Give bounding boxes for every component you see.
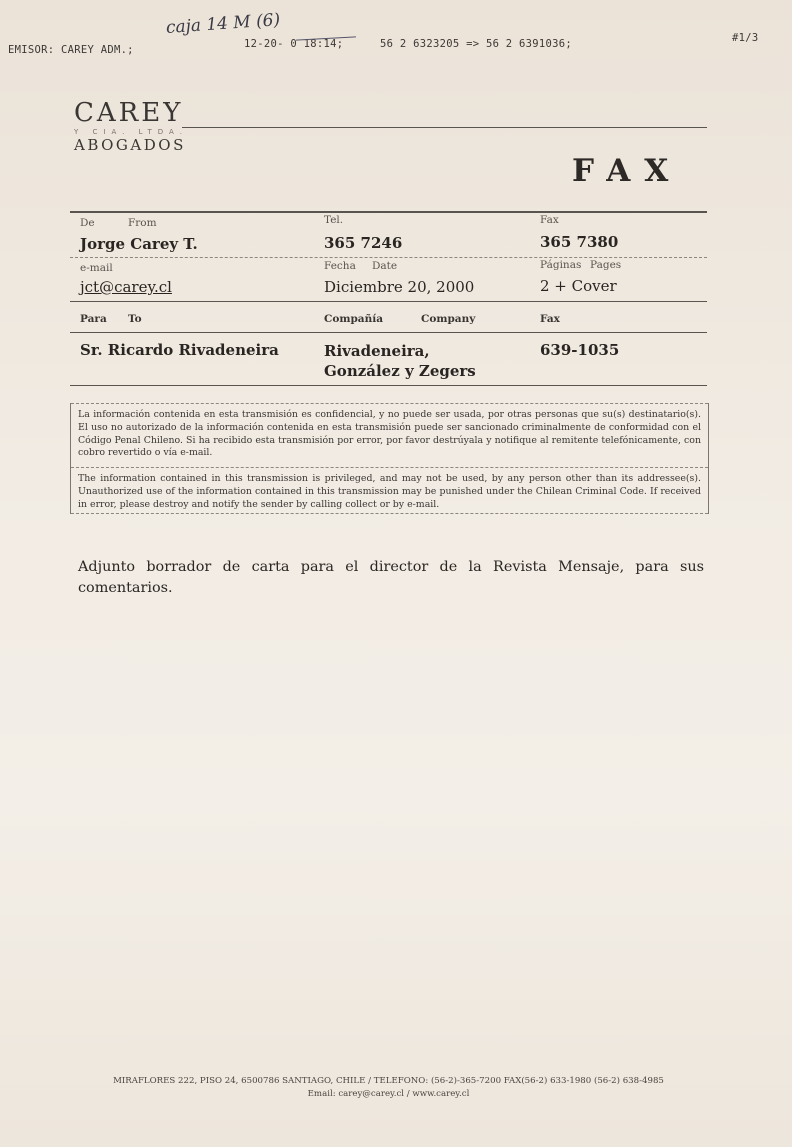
company-label-en: Company <box>421 313 476 325</box>
disclaimer-spanish: La información contenida en esta transmisión es confidencial, y no puede ser usada, por otras personas que su(s) destinatario(s). El uso no autorizado de la información contenida en esta transmisión puede ser sancionado criminalmente de conformidad con el Código Penal Chileno. Si ha recibido esta transmisión por error, por favor destrúyala y notifique al remitente telefónicamente, con cobro revertido o vía e-mail. <box>78 409 701 459</box>
date-label-en: Date <box>372 260 398 272</box>
footer-address: MIRAFLORES 222, PISO 24, 6500786 SANTIAGO, CHILE / TELEFONO: (56-2)-365-7200 FAX(56-2) 633-1980 (56-2) 638-4985 <box>113 1076 664 1086</box>
logo-rule <box>182 127 707 128</box>
date-value: Diciembre 20, 2000 <box>324 278 475 296</box>
fax-from-label: Fax <box>540 214 559 226</box>
from-label-es: De <box>80 217 95 229</box>
to-label-en: To <box>128 313 142 325</box>
pages-label-en: Pages <box>590 259 622 271</box>
disclaimer-box <box>70 403 709 514</box>
transmission-page: #1/3 <box>732 32 759 44</box>
logo-name: CAREY <box>74 98 184 128</box>
from-value: Jorge Carey T. <box>80 235 198 253</box>
table-row-rule-3 <box>70 332 707 333</box>
logo-tagline: ABOGADOS <box>74 136 186 154</box>
fax-to-value: 639-1035 <box>540 341 620 359</box>
document-title: FAX <box>572 153 683 189</box>
tel-label: Tel. <box>324 214 344 226</box>
company-label-es: Compañía <box>324 313 384 325</box>
disclaimer-top-rule <box>71 403 708 404</box>
pages-value: 2 + Cover <box>540 277 617 295</box>
company-value-line1: Rivadeneira, <box>324 342 430 360</box>
handwritten-note: caja 14 M (6) <box>165 10 281 38</box>
transmission-numbers: 56 2 6323205 => 56 2 6391036; <box>380 38 573 50</box>
disclaimer-separator <box>71 467 708 468</box>
table-row-rule-2 <box>70 301 707 302</box>
table-top-rule <box>70 211 707 213</box>
message-body: Adjunto borrador de carta para el director de la Revista Mensaje, para sus comentarios. <box>78 559 704 596</box>
transmission-sender: EMISOR: CAREY ADM.; <box>8 44 134 56</box>
to-value: Sr. Ricardo Rivadeneira <box>80 341 279 359</box>
fax-from-value: 365 7380 <box>540 233 619 251</box>
company-value-line2: González y Zegers <box>324 362 476 380</box>
pages-label-es: Páginas <box>540 259 582 271</box>
email-label: e-mail <box>80 262 113 274</box>
logo-subtitle: Y CIA. LTDA. <box>74 128 188 136</box>
fax-to-label: Fax <box>540 313 560 325</box>
email-value[interactable]: jct@carey.cl <box>80 278 172 296</box>
to-label-es: Para <box>80 313 107 325</box>
date-label-es: Fecha <box>324 260 356 272</box>
from-label-en: From <box>128 217 157 229</box>
transmission-datetime: 12-20- 0 18:14; <box>244 38 344 50</box>
table-bottom-rule <box>70 385 707 386</box>
disclaimer-english: The information contained in this transmission is privileged, and may not be used, by any person other than its addressee(s). Unauthorized use of the information contained in this transmission may be punished under the Chilean Criminal Code. If received in error, please destroy and notify the sender by calling collect or by e-mail. <box>78 473 701 510</box>
footer-contact: Email: carey@carey.cl / www.carey.cl <box>307 1089 470 1099</box>
tel-value: 365 7246 <box>324 234 403 252</box>
table-row-rule-1 <box>70 257 707 258</box>
disclaimer-bottom-rule <box>71 513 708 514</box>
